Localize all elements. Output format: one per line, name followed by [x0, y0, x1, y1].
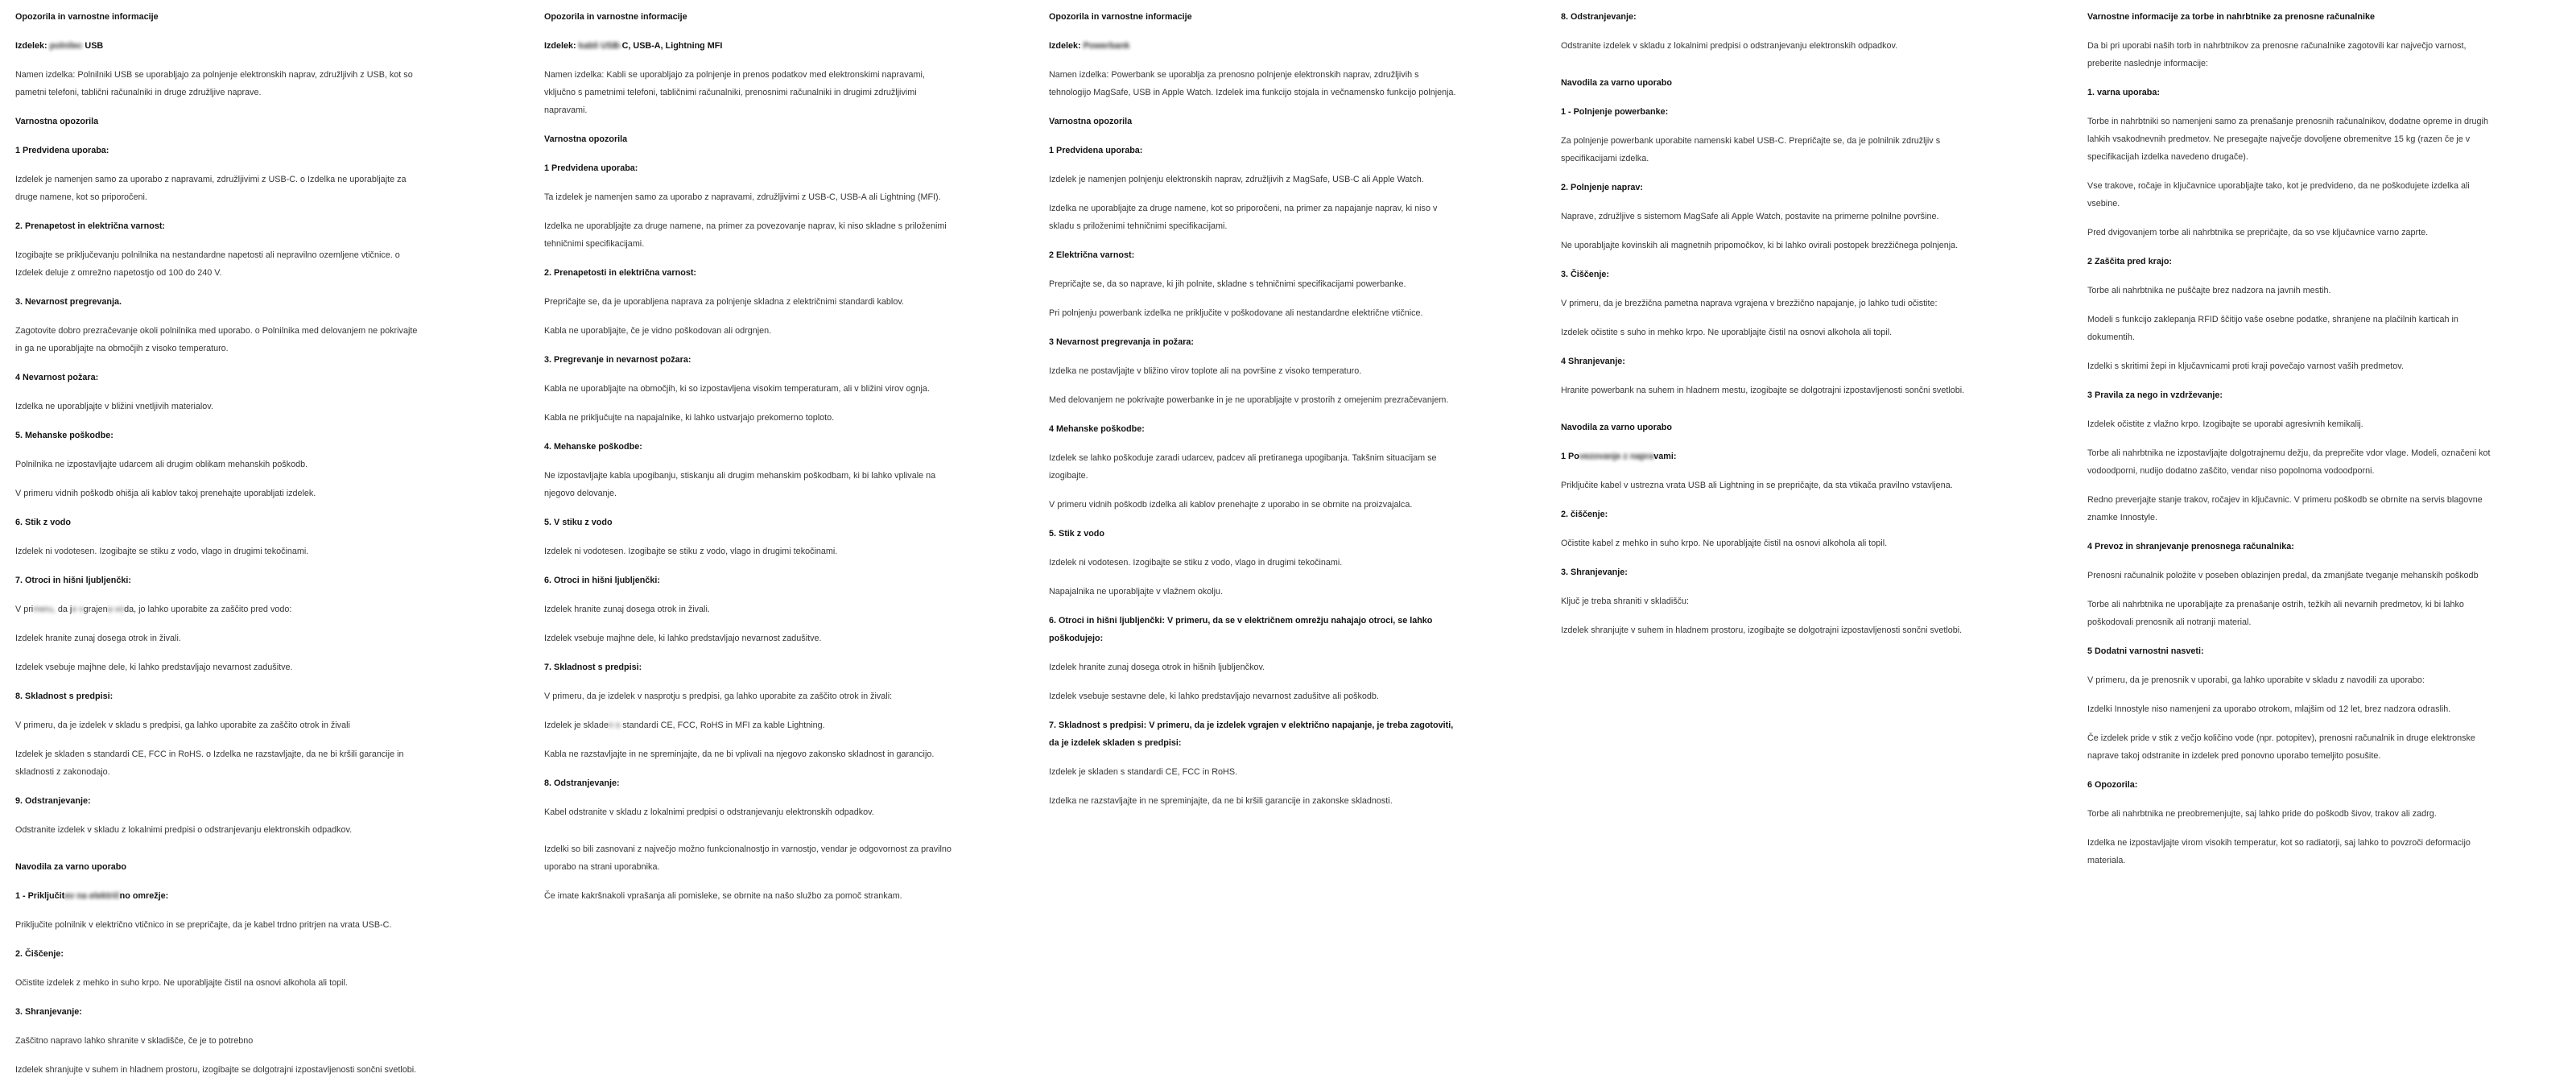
paragraph	[1049, 304, 1457, 322]
paragraph	[15, 716, 423, 734]
text-run: 3. Shranjevanje:	[1561, 568, 1628, 577]
paragraph	[1561, 621, 1969, 639]
paragraph	[1049, 496, 1457, 514]
section-heading	[15, 37, 423, 55]
text-run: Torbe ali nahrbtnika ne preobremenjujte, saj lahko pride do poškodb šivov, trakov ali zadrg.	[2087, 809, 2437, 819]
text-run: 8. Odstranjevanje:	[1561, 12, 1637, 22]
section-heading	[544, 774, 952, 792]
text-run: 4 Shranjevanje:	[1561, 357, 1625, 366]
text-run: 5. Stik z vodo	[1049, 529, 1104, 539]
section-heading	[15, 687, 423, 705]
text-run: 2. čiščenje:	[1561, 510, 1608, 519]
paragraph	[2087, 700, 2496, 718]
paragraph	[2087, 671, 2496, 689]
text-run: vami:	[1653, 452, 1677, 461]
text-run: da j	[57, 605, 72, 614]
section-heading	[2087, 776, 2496, 794]
paragraph	[15, 745, 423, 781]
text-run: 7. Otroci in hišni ljubljenčki:	[15, 576, 131, 585]
text-run: Izdelek očistite z vlažno krpo. Izogibajte se uporabi agresivnih kemikalij.	[2087, 419, 2363, 429]
text-run: Izdelki Innostyle niso namenjeni za uporabo otrokom, mlajšim od 12 let, brez nadzora odraslih.	[2087, 704, 2451, 714]
paragraph	[2087, 444, 2496, 480]
blurred-text: Powerbank	[1083, 41, 1130, 51]
text-run: 1 Predvidena uporaba:	[544, 163, 638, 173]
text-run: Izdelka ne uporabljajte v bližini vnetljivih materialov.	[15, 402, 213, 411]
text-run: Če imate kakršnakoli vprašanja ali pomisleke, se obrnite na našo službo za pomoč strankam.	[544, 891, 902, 901]
text-run: 3. Pregrevanje in nevarnost požara:	[544, 355, 691, 365]
text-run: Izdelek shranjujte v suhem in hladnem prostoru, izogibajte se dolgotrajni izpostavljenosti sončni svetlobi.	[1561, 626, 1963, 635]
paragraph	[15, 322, 423, 357]
paragraph	[544, 409, 952, 427]
text-run: Varnostna opozorila	[15, 117, 99, 126]
text-run: Izdelka ne uporabljajte za druge namene, na primer za povezovanje naprav, ki niso skladne s priloženimi tehničnimi specifikacijami.	[544, 221, 947, 249]
section-heading	[544, 572, 952, 589]
paragraph	[2087, 415, 2496, 433]
paragraph	[1049, 792, 1457, 810]
section-heading	[544, 351, 952, 369]
text-run: Naprave, združljive s sistemom MagSafe ali Apple Watch, postavite na primerne polnilne površine.	[1561, 212, 1939, 221]
text-run: Izdelek vsebuje sestavne dele, ki lahko predstavljajo nevarnost zadušitve ali poškodb.	[1049, 692, 1379, 701]
paragraph	[544, 217, 952, 253]
text-run: 4 Prevoz in shranjevanje prenosnega računalnika:	[2087, 542, 2294, 551]
text-run: Odstranite izdelek v skladu z lokalnimi predpisi o odstranjevanju elektronskih odpadkov.	[15, 825, 353, 835]
paragraph	[15, 66, 423, 101]
paragraph	[15, 485, 423, 502]
section-heading	[1561, 179, 1969, 196]
text-run: Med delovanjem ne pokrivajte powerbanke in je ne uporabljajte v prostorih z omejenim prezračevanjem.	[1049, 395, 1449, 405]
paragraph	[2087, 357, 2496, 375]
text-run: Varnostna opozorila	[544, 134, 628, 144]
text-run: Kabla ne uporabljajte na območjih, ki so izpostavljena visokim temperaturam, ali v bližini virov ognja.	[544, 384, 930, 394]
text-run: USB	[82, 41, 104, 51]
paragraph	[544, 716, 952, 734]
blurred-text: polnilec	[49, 41, 83, 51]
paragraph	[1049, 763, 1457, 781]
text-run: Priključite kabel v ustrezna vrata USB ali Lightning in se prepričajte, da sta vtikača pravilno vstavljena.	[1561, 481, 1953, 490]
text-run: 5. V stiku z vodo	[544, 518, 613, 527]
paragraph	[1049, 659, 1457, 676]
text-run: Odstranite izdelek v skladu z lokalnimi predpisi o odstranjevanju elektronskih odpadkov.	[1561, 41, 1898, 51]
text-run: Napajalnika ne uporabljajte v vlažnem okolju.	[1049, 587, 1224, 597]
section-heading	[15, 887, 423, 905]
text-run: Očistite kabel z mehko in suho krpo. Ne uporabljajte čistil na osnovi alkohola ali topil.	[1561, 539, 1888, 548]
text-run: Opozorila in varnostne informacije	[15, 12, 159, 22]
section-heading	[544, 659, 952, 676]
text-run: Za polnjenje powerbank uporabite namenski kabel USB-C. Prepričajte se, da je polnilnik združljiv s specifikacijami izdelka.	[1561, 136, 1941, 163]
text-run: V primeru, da je izdelek v skladu s predpisi, ga lahko uporabite za zaščito otrok in živali	[15, 720, 350, 730]
text-run: Torbe ali nahrbtnika ne puščajte brez nadzora na javnih mestih.	[2087, 286, 2331, 295]
text-run: Ključ je treba shraniti v skladišču:	[1561, 597, 1690, 606]
section-heading	[2087, 8, 2496, 26]
text-run: Kabel odstranite v skladu z lokalnimi predpisi o odstranjevanju elektronskih odpadkov.	[544, 807, 874, 817]
section-heading	[2087, 538, 2496, 555]
text-run: Namen izdelka: Kabli se uporabljajo za polnjenje in prenos podatkov med elektronskimi napravami, vključno s pametnimi telefoni, tabličnimi računalniki, prenosnimi računalniki in drugimi združljivimi napravami.	[544, 70, 925, 115]
text-run: 6. Stik z vodo	[15, 518, 71, 527]
text-run: V pri	[15, 605, 34, 614]
text-run: Izdelek hranite zunaj dosega otrok in živali.	[15, 634, 181, 643]
section-heading	[2087, 386, 2496, 404]
section-heading	[15, 572, 423, 589]
section-heading	[544, 130, 952, 148]
section-heading	[544, 37, 952, 55]
text-run: no omrežje:	[119, 891, 169, 901]
blurred-text: ev na električ	[64, 891, 120, 901]
text-run: Vse trakove, ročaje in ključavnice uporabljajte tako, kot je predvideno, da ne poškodujete izdelka ali vsebine.	[2087, 181, 2470, 209]
text-run: Namen izdelka: Polnilniki USB se uporabljajo za polnjenje elektronskih naprav, združljivih z USB, kot so pametni telefoni, tablični računalniki in druge združljive naprave.	[15, 70, 413, 97]
section-heading	[1049, 142, 1457, 159]
blurred-text: e v	[72, 605, 84, 614]
text-run: Varnostne informacije za torbe in nahrbtnike za prenosne računalnike	[2087, 12, 2375, 22]
text-run: 7. Skladnost s predpisi:	[544, 663, 642, 672]
paragraph	[1049, 554, 1457, 572]
paragraph	[15, 171, 423, 206]
text-run: Zaščitno napravo lahko shranite v skladišče, če je to potrebno	[15, 1036, 254, 1046]
section-heading	[1049, 716, 1457, 752]
text-run: 2. Prenapetosti in električna varnost:	[544, 268, 697, 278]
paragraph	[1049, 275, 1457, 293]
text-run: Izdelek očistite s suho in mehko krpo. Ne uporabljajte čistil na osnovi alkohola ali topil.	[1561, 328, 1893, 337]
section-heading	[15, 142, 423, 159]
section-heading	[15, 1003, 423, 1021]
paragraph	[15, 821, 423, 839]
paragraph	[544, 803, 952, 821]
paragraph	[2087, 177, 2496, 213]
paragraph	[544, 840, 952, 876]
paragraph	[1561, 592, 1969, 610]
text-run: Izogibajte se priključevanju polnilnika na nestandardne napetosti ali nepravilno ozemljene vtičnice. o Izdelek deluje z omrežno napetostjo od 100 do 240 V.	[15, 250, 400, 278]
text-run: Izdelek:	[544, 41, 579, 51]
section-heading	[2087, 642, 2496, 660]
text-run: 8. Odstranjevanje:	[544, 778, 620, 788]
paragraph	[15, 543, 423, 560]
text-run: Izdelek vsebuje majhne dele, ki lahko predstavljajo nevarnost zadušitve.	[15, 663, 293, 672]
section-heading	[1049, 333, 1457, 351]
section-heading	[1049, 246, 1457, 264]
text-run: 6 Opozorila:	[2087, 780, 2138, 790]
paragraph	[2087, 311, 2496, 346]
text-run: Ta izdelek je namenjen samo za uporabo z napravami, združljivimi z USB-C, USB-A ali Lightning (MFI).	[544, 192, 941, 202]
section-heading	[15, 427, 423, 444]
text-run: Izdelek ni vodotesen. Izogibajte se stiku z vodo, vlago in drugimi tekočinami.	[1049, 558, 1343, 568]
text-run: Prepričajte se, da je uporabljena naprava za polnjenje skladna z električnimi standardi kablov.	[544, 297, 904, 307]
text-run: Izdelek ni vodotesen. Izogibajte se stiku z vodo, vlago in drugimi tekočinami.	[544, 547, 838, 556]
text-run: da, jo lahko uporabite za zaščito pred vodo:	[124, 605, 292, 614]
text-run: V primeru vidnih poškodb izdelka ali kablov prenehajte z uporabo in se obrnite na proizvajalca.	[1049, 500, 1413, 510]
text-run: Izdelek hranite zunaj dosega otrok in hišnih ljubljenčkov.	[1049, 663, 1265, 672]
text-run: Izdelek:	[1049, 41, 1084, 51]
text-run: 6. Otroci in hišni ljubljenčki:	[544, 576, 660, 585]
paragraph	[2087, 37, 2496, 72]
paragraph	[1561, 324, 1969, 341]
text-run: Opozorila in varnostne informacije	[544, 12, 687, 22]
text-run: 5 Dodatni varnostni nasveti:	[2087, 646, 2204, 656]
paragraph	[1561, 208, 1969, 225]
paragraph	[544, 293, 952, 311]
text-run: 3 Pravila za nego in vzdrževanje:	[2087, 390, 2223, 400]
text-run: 1 - Polnjenje powerbanke:	[1561, 107, 1669, 117]
text-run: Torbe ali nahrbtnika ne uporabljajte za prenašanje ostrih, težkih ali nevarnih predmetov, ki bi lahko poškodovali prenosnik ali notranji material.	[2087, 600, 2464, 627]
section-heading	[544, 264, 952, 282]
text-run: Kabla ne priključujte na napajalnike, ki lahko ustvarjajo prekomerno toploto.	[544, 413, 835, 423]
section-heading	[1561, 419, 1969, 436]
blurred-text: kabli USB-	[578, 41, 622, 51]
text-run: Pred dvigovanjem torbe ali nahrbtnika se prepričajte, da so vse ključavnice varno zaprte.	[2087, 228, 2429, 237]
text-run: V primeru, da je izdelek v nasprotju s predpisi, ga lahko uporabite za zaščito otrok in živali:	[544, 692, 893, 701]
blurred-text: n s	[608, 720, 623, 730]
section-heading	[1561, 266, 1969, 283]
section-heading	[1049, 420, 1457, 438]
paragraph	[15, 1061, 423, 1079]
text-run: Izdelki so bili zasnovani z največjo možno funkcionalnostjo in varnostjo, vendar je odgovornost za pravilno uporabo na strani uporabnika.	[544, 844, 952, 872]
paragraph	[544, 887, 952, 905]
paragraph	[2087, 491, 2496, 526]
paragraph	[544, 601, 952, 618]
text-run: V primeru, da je prenosnik v uporabi, ga lahko uporabite v skladu z navodili za uporabo:	[2087, 675, 2425, 685]
paragraph	[1049, 362, 1457, 380]
section-heading	[15, 369, 423, 386]
paragraph	[544, 543, 952, 560]
blurred-text: a vo	[107, 605, 125, 614]
text-run: Izdelka ne izpostavljajte virom visokih temperatur, kot so radiatorji, saj lahko to povzroči deformacijo materiala.	[2087, 838, 2471, 865]
text-run: Navodila za varno uporabo	[1561, 423, 1672, 432]
text-run: 2. Čiščenje:	[15, 949, 64, 959]
text-run: Izdelek je namenjen samo za uporabo z napravami, združljivimi z USB-C. o Izdelka ne uporabljajte za druge namene, kot so priporočeni.	[15, 175, 407, 202]
paragraph	[15, 659, 423, 676]
section-heading	[15, 293, 423, 311]
paragraph	[544, 380, 952, 398]
section-heading	[15, 945, 423, 963]
paragraph	[2087, 567, 2496, 584]
text-run: Priključite polnilnik v električno vtičnico in se prepričajte, da je kabel trdno pritrjen na vrata USB-C.	[15, 920, 392, 930]
text-run: Ne izpostavljajte kabla upogibanju, stiskanju ali drugim mehanskim poškodbam, ki bi lahko vplivale na njegovo delovanje.	[544, 471, 936, 498]
paragraph	[544, 467, 952, 502]
text-run: 4. Mehanske poškodbe:	[544, 442, 642, 452]
section-heading	[1049, 525, 1457, 543]
section-heading	[1049, 37, 1457, 55]
text-column-laptop-bags	[2087, 8, 2496, 881]
paragraph	[15, 398, 423, 415]
blurred-text: vezovanje z napra	[1579, 452, 1654, 461]
section-heading	[15, 113, 423, 130]
text-run: Izdelka ne postavljajte v bližino virov toplote ali na površine z visoko temperaturo.	[1049, 366, 1362, 376]
text-run: 7. Skladnost s predpisi: V primeru, da je izdelek vgrajen v električno napajanje, je treba zagotoviti, da je izdelek skladen s predpisi:	[1049, 720, 1454, 748]
text-run: Namen izdelka: Powerbank se uporablja za prenosno polnjenje elektronskih naprav, združljivih s tehnologijo MagSafe, USB in Apple Watch. Izdelek ima funkcijo stojala in večnamensko funkcijo polnjenja.	[1049, 70, 1456, 97]
text-run: Izdelek shranjujte v suhem in hladnem prostoru, izogibajte se dolgotrajni izpostavljenosti sončni svetlobi.	[15, 1065, 417, 1075]
paragraph	[1049, 391, 1457, 409]
paragraph	[2087, 834, 2496, 869]
text-run: Izdelek:	[15, 41, 50, 51]
text-run: 2 Zaščita pred krajo:	[2087, 257, 2173, 266]
paragraph	[1049, 171, 1457, 188]
text-run: 1 Predvidena uporaba:	[1049, 146, 1143, 155]
paragraph	[1561, 382, 1969, 399]
text-run: 2 Električna varnost:	[1049, 250, 1135, 260]
section-heading	[1561, 448, 1969, 465]
paragraph	[1561, 37, 1969, 55]
text-run: 3. Čiščenje:	[1561, 270, 1610, 279]
text-run: Torbe in nahrbtniki so namenjeni samo za prenašanje prenosnih računalnikov, dodatne opreme in drugih lahkih vsakodnevnih predmetov. Ne presegajte največje dovoljene obremenitve 15 kg (razen če je v specifikacijah izdelka navedeno drugače).	[2087, 117, 2488, 162]
text-run: standardi CE, FCC, RoHS in MFI za kable Lightning.	[622, 720, 825, 730]
section-heading	[1561, 564, 1969, 581]
paragraph	[1049, 200, 1457, 235]
paragraph	[1561, 295, 1969, 312]
text-column-powerbank-usage	[1561, 8, 1969, 650]
section-heading	[15, 858, 423, 876]
text-run: Hranite powerbank na suhem in hladnem mestu, izogibajte se dolgotrajni izpostavljenosti sončni svetlobi.	[1561, 386, 1965, 395]
text-run: C, USB-A, Lightning MFI	[621, 41, 723, 51]
paragraph	[2087, 282, 2496, 299]
text-run: Če izdelek pride v stik z večjo količino vode (npr. potopitev), prenosni računalnik in druge elektronske naprave takoj odstranite in izdelek pred ponovno uporabo temeljito posušite.	[2087, 733, 2475, 761]
paragraph	[1049, 687, 1457, 705]
text-run: Prenosni računalnik položite v poseben oblazinjen predal, da zmanjšate tveganje mehanskih poškodb	[2087, 571, 2479, 580]
section-heading	[1561, 74, 1969, 92]
text-run: Modeli s funkcijo zaklepanja RFID ščitijo vaše osebne podatke, shranjene na plačilnih karticah in dokumentih.	[2087, 315, 2458, 342]
text-run: Prepričajte se, da so naprave, ki jih polnite, skladne s tehničnimi specifikacijami powerbanke.	[1049, 279, 1406, 289]
paragraph	[544, 630, 952, 647]
paragraph	[544, 66, 952, 119]
text-run: 6. Otroci in hišni ljubljenčki: V primeru, da se v električnem omrežju nahajajo otroci, se lahko poškodujejo:	[1049, 616, 1433, 643]
text-run: Izdelek je sklade	[544, 720, 609, 730]
paragraph	[15, 246, 423, 282]
section-heading	[15, 792, 423, 810]
paragraph	[1049, 449, 1457, 485]
text-run: 5. Mehanske poškodbe:	[15, 431, 114, 440]
text-run: Ne uporabljajte kovinskih ali magnetnih pripomočkov, ki bi lahko ovirali postopek brezžičnega polnjenja.	[1561, 241, 1959, 250]
paragraph	[1049, 66, 1457, 101]
section-heading	[1049, 612, 1457, 647]
paragraph	[544, 745, 952, 763]
paragraph	[1561, 535, 1969, 552]
text-run: Izdelek ni vodotesen. Izogibajte se stiku z vodo, vlago in drugimi tekočinami.	[15, 547, 309, 556]
paragraph	[15, 916, 423, 934]
paragraph	[1561, 477, 1969, 494]
text-run: 4 Mehanske poškodbe:	[1049, 424, 1145, 434]
text-run: 1. varna uporaba:	[2087, 88, 2161, 97]
text-column-powerbank	[1049, 8, 1457, 821]
paragraph	[15, 974, 423, 992]
text-run: 3 Nevarnost pregrevanja in požara:	[1049, 337, 1195, 347]
text-column-usb-charger	[15, 8, 423, 1090]
section-heading	[544, 159, 952, 177]
section-heading	[1049, 113, 1457, 130]
text-run: V primeru vidnih poškodb ohišja ali kablov takoj prenehajte uporabljati izdelek.	[15, 489, 316, 498]
section-heading	[1561, 8, 1969, 26]
paragraph	[15, 630, 423, 647]
text-run: Opozorila in varnostne informacije	[1049, 12, 1192, 22]
paragraph	[2087, 113, 2496, 166]
text-run: 9. Odstranjevanje:	[15, 796, 91, 806]
paragraph	[544, 188, 952, 206]
text-run: 4 Nevarnost požara:	[15, 373, 99, 382]
section-heading	[15, 217, 423, 235]
paragraph	[2087, 224, 2496, 242]
text-run: 8. Skladnost s predpisi:	[15, 692, 114, 701]
text-run: Navodila za varno uporabo	[1561, 78, 1672, 88]
section-heading	[15, 8, 423, 26]
text-run: 2. Prenapetost in električna varnost:	[15, 221, 166, 231]
text-run: Varnostna opozorila	[1049, 117, 1133, 126]
text-run: Pri polnjenju powerbank izdelka ne priključite v poškodovane ali nestandardne električne vtičnice.	[1049, 308, 1423, 318]
text-run: V primeru, da je brezžična pametna naprava vgrajena v brezžično napajanje, jo lahko tudi očistite:	[1561, 299, 1938, 308]
paragraph	[2087, 729, 2496, 765]
text-run: Izdelki s skritimi žepi in ključavnicami proti kraji povečajo varnost vaših predmetov.	[2087, 361, 2404, 371]
paragraph	[1561, 237, 1969, 254]
text-run: Izdelek hranite zunaj dosega otrok in živali.	[544, 605, 710, 614]
text-run: Izdelek je namenjen polnjenju elektronskih naprav, združljivih z MagSafe, USB-C ali Apple Watch.	[1049, 175, 1424, 184]
section-heading	[2087, 84, 2496, 101]
section-heading	[15, 514, 423, 531]
text-column-cables	[544, 8, 952, 916]
paragraph	[15, 456, 423, 473]
paragraph	[1561, 132, 1969, 167]
text-run: 1 Predvidena uporaba:	[15, 146, 109, 155]
paragraph	[544, 322, 952, 340]
text-run: Očistite izdelek z mehko in suho krpo. Ne uporabljajte čistil na osnovi alkohola ali topil.	[15, 978, 348, 988]
text-run: Da bi pri uporabi naših torb in nahrbtnikov za prenosne računalnike zagotovili kar največjo varnost, preberite naslednje informacije:	[2087, 41, 2467, 68]
section-heading	[1561, 506, 1969, 523]
text-run: 1 Po	[1561, 452, 1579, 461]
paragraph	[1049, 583, 1457, 601]
section-heading	[544, 8, 952, 26]
paragraph	[2087, 596, 2496, 631]
text-run: Polnilnika ne izpostavljajte udarcem ali drugim oblikam mehanskih poškodb.	[15, 460, 308, 469]
text-run: Izdelka ne razstavljajte in ne spreminjajte, da ne bi kršili garancije in zakonske skladnosti.	[1049, 796, 1393, 806]
text-run: 2. Polnjenje naprav:	[1561, 183, 1644, 192]
text-run: Kabla ne uporabljajte, če je vidno poškodovan ali odrgnjen.	[544, 326, 772, 336]
text-run: Torbe ali nahrbtnika ne izpostavljajte dolgotrajnemu dežju, da preprečite vdor vlage. Modeli, označeni kot vodoodporni, nudijo dodatno zaščito, vendar niso popolnoma vodoodporni.	[2087, 448, 2491, 476]
section-heading	[1561, 103, 1969, 121]
section-heading	[1049, 8, 1457, 26]
section-heading	[2087, 253, 2496, 270]
section-heading	[544, 514, 952, 531]
text-run: Izdelek je skladen s standardi CE, FCC in RoHS. o Izdelka ne razstavljajte, da ne bi kršili garancije in skladnosti z zakonodajo.	[15, 749, 404, 777]
paragraph	[15, 1032, 423, 1050]
text-run: Izdelek vsebuje majhne dele, ki lahko predstavljajo nevarnost zadušitve.	[544, 634, 822, 643]
text-run: 1 - Priključit	[15, 891, 65, 901]
text-run: Kabla ne razstavljajte in ne spreminjajte, da ne bi vplivali na njegovo zakonsko skladnost in garancijo.	[544, 749, 935, 759]
paragraph	[2087, 805, 2496, 823]
section-heading	[1561, 353, 1969, 370]
paragraph	[15, 601, 423, 618]
blurred-text: meru,	[33, 605, 58, 614]
paragraph	[544, 687, 952, 705]
text-run: 3. Shranjevanje:	[15, 1007, 82, 1017]
text-run: Redno preverjajte stanje trakov, ročajev in ključavnic. V primeru poškodb se obrnite na servis blagovne znamke Innostyle.	[2087, 495, 2483, 522]
text-run: Izdelek je skladen s standardi CE, FCC in RoHS.	[1049, 767, 1238, 777]
section-heading	[544, 438, 952, 456]
text-run: Izdelek se lahko poškoduje zaradi udarcev, padcev ali pretiranega upogibanja. Takšnim situacijam se izogibajte.	[1049, 453, 1437, 481]
text-run: 3. Nevarnost pregrevanja.	[15, 297, 122, 307]
text-run: Izdelka ne uporabljajte za druge namene, kot so priporočeni, na primer za napajanje naprav, ki niso v skladu s priloženimi tehničnimi specifikacijami.	[1049, 204, 1438, 231]
text-run: Navodila za varno uporabo	[15, 862, 126, 872]
text-run: grajen	[83, 605, 108, 614]
text-run: Zagotovite dobro prezračevanje okoli polnilnika med uporabo. o Polnilnika med delovanjem ne pokrivajte in ga ne uporabljajte na območjih z visoko temperaturo.	[15, 326, 418, 353]
